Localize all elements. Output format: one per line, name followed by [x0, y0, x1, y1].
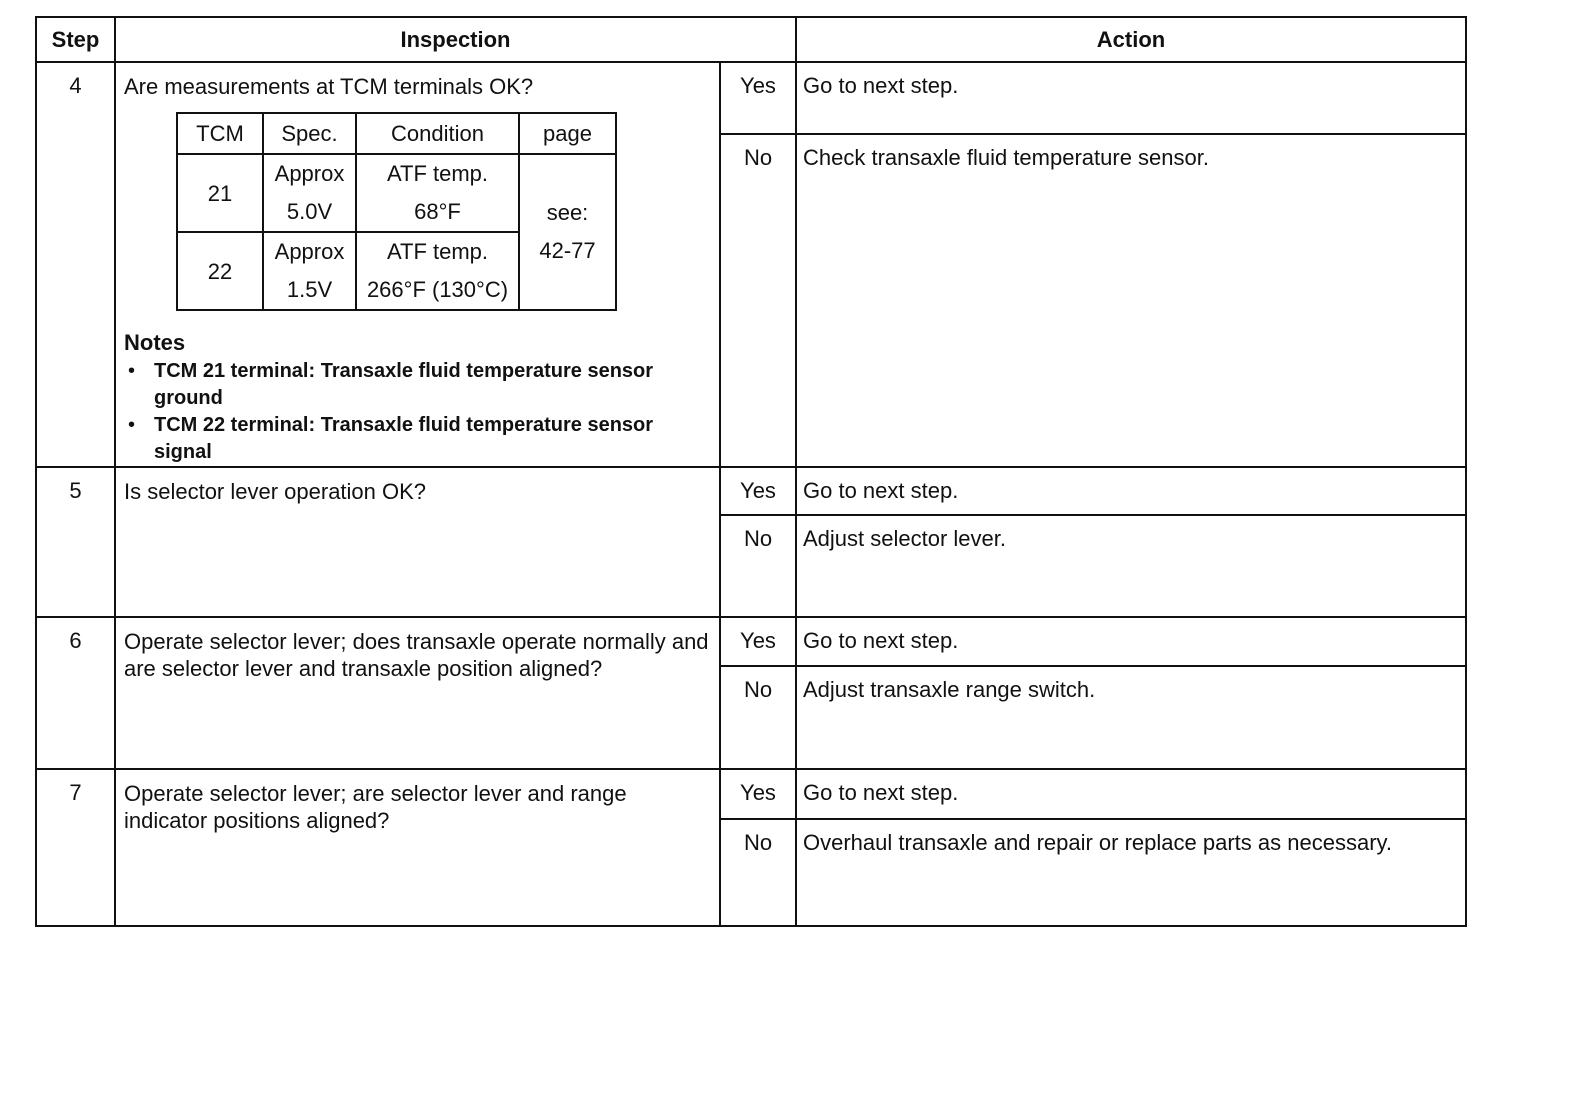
no-action: Check transaxle fluid temperature sensor.: [796, 134, 1466, 467]
spec-tcm-terminal: 21: [177, 154, 263, 232]
no-label: No: [720, 819, 796, 926]
step-number: 7: [36, 769, 115, 926]
spec-value: [263, 232, 356, 310]
spec-condition-line: ATF temp.: [386, 239, 489, 264]
spec-header-tcm: TCM: [177, 113, 263, 154]
table-row: [36, 617, 1466, 666]
spec-value-line: 5.0V: [286, 199, 333, 224]
action-header: Action: [796, 17, 1466, 62]
spec-value-line: Approx: [274, 239, 345, 264]
spec-header-spec: Spec.: [263, 113, 356, 154]
inspection-question: Is selector lever operation OK?: [115, 467, 720, 617]
spec-header-page: page: [519, 113, 616, 154]
notes-title: Notes: [124, 330, 186, 355]
yes-action: Go to next step.: [796, 62, 1466, 134]
table-row: [36, 769, 1466, 819]
no-label: No: [720, 666, 796, 769]
spec-header-condition: Condition: [356, 113, 519, 154]
step-number: 6: [36, 617, 115, 769]
inspection-question: Operate selector lever; are selector lever and range indicator positions aligned?: [115, 769, 720, 926]
yes-label: Yes: [720, 62, 796, 134]
step-number: 4: [36, 62, 115, 467]
yes-action: Go to next step.: [796, 617, 1466, 666]
spec-condition-line: 68°F: [414, 199, 461, 224]
spec-value-line: Approx: [274, 161, 345, 186]
yes-label: Yes: [720, 467, 796, 515]
spec-condition-line: ATF temp.: [386, 161, 489, 186]
table-row: [36, 62, 1466, 134]
notes-list: [124, 358, 711, 466]
yes-label: Yes: [720, 617, 796, 666]
page-reference-number: 42-77: [539, 238, 596, 263]
spec-condition: [356, 154, 519, 232]
spec-tcm-terminal: 22: [177, 232, 263, 310]
no-label: No: [720, 515, 796, 617]
spec-table: [176, 112, 617, 311]
no-action: Adjust selector lever.: [796, 515, 1466, 617]
inspection-question: Are measurements at TCM terminals OK?: [124, 74, 534, 99]
table-row: [36, 467, 1466, 515]
page-reference-label: see:: [546, 200, 589, 225]
note-item: • TCM 22 terminal: Transaxle fluid temperature sensor signal: [124, 412, 711, 466]
no-action: Adjust transaxle range switch.: [796, 666, 1466, 769]
troubleshooting-table: [35, 16, 1467, 927]
no-label: No: [720, 134, 796, 467]
inspection-header: Inspection: [115, 17, 796, 62]
inspection-cell: [115, 62, 720, 467]
spec-condition-line: 266°F (130°C): [366, 277, 509, 302]
yes-label: Yes: [720, 769, 796, 819]
spec-value: [263, 154, 356, 232]
spec-page-reference: [519, 154, 616, 310]
no-action: Overhaul transaxle and repair or replace parts as necessary.: [796, 819, 1466, 926]
spec-value-line: 1.5V: [286, 277, 333, 302]
spec-condition: [356, 232, 519, 310]
step-number: 5: [36, 467, 115, 617]
inspection-question: Operate selector lever; does transaxle operate normally and are selector lever and transaxle position aligned?: [115, 617, 720, 769]
yes-action: Go to next step.: [796, 467, 1466, 515]
yes-action: Go to next step.: [796, 769, 1466, 819]
step-header: Step: [36, 17, 115, 62]
header-row: [36, 17, 1466, 62]
note-item: • TCM 21 terminal: Transaxle fluid temperature sensor ground: [124, 358, 711, 412]
